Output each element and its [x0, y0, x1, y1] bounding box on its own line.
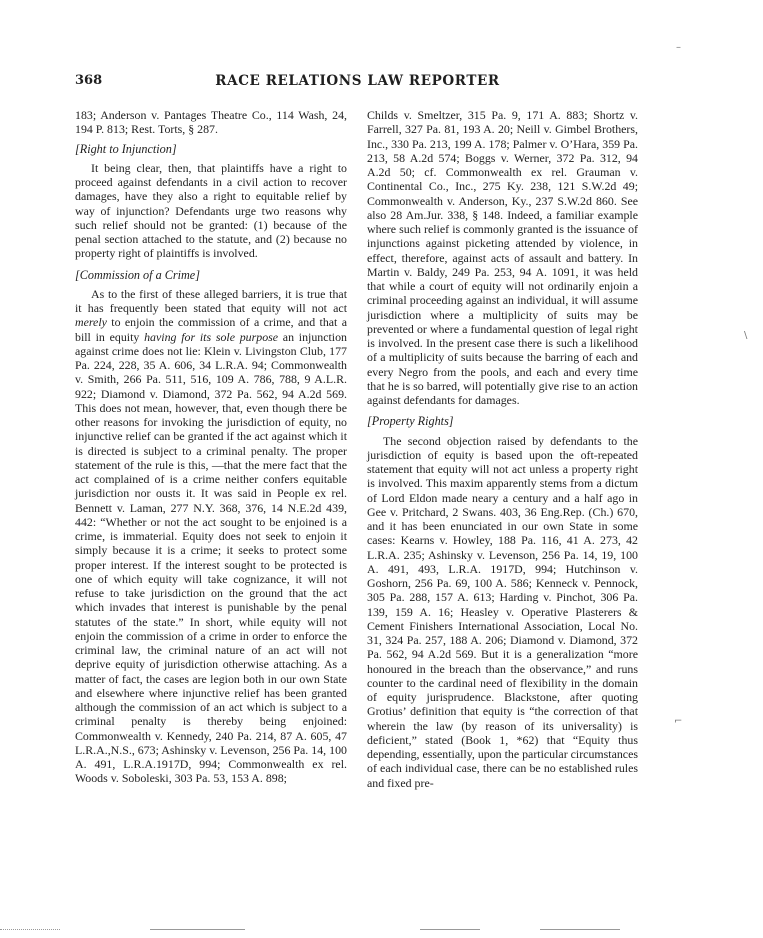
paragraph: Childs v. Smeltzer, 315 Pa. 9, 171 A. 883; Shortz v. Farrell, 327 Pa. 81, 193 A. 20; Neill v. Gimbel Brothers, Inc., 330 Pa. 213, 199 A. 178; Palmer v. O’Hara, 359 Pa. 213, 58 A.2d 574; Boggs v. Werner, 372 Pa. 312, 94 A.2d 50; cf. Commonwealth ex rel. Grauman v. Continental Co., Inc., 275 Ky. 238, 121 S.W.2d 49; Commonwealth v. Anderson, Ky., 237 S.W.2d 860. See also 28 Am.Jur. 338, § 148. Indeed, a familiar example where such relief is commonly granted is the issuance of injunctions against picketing attended by violence, in effect, therefore, against acts of assault and battery. In Martin v. Baldy, 249 Pa. 253, 94 A. 1091, it was held that while a court of equity will not ordinarily enjoin a criminal proceeding against an individual, it will assume jurisdiction where a multiplicity of suits may be prevented or where a fundamental question of legal right is involved. In the present case there is such a likelihood of a multiplicity of suits because the barring of each and every Negro from the pools, and each and every time that he is so barred, will potentially give rise to an action against defendants for damages. — [367, 108, 638, 407]
scan-artifact-mark: \ — [744, 330, 748, 341]
right-column — [367, 108, 638, 790]
paragraph: 183; Anderson v. Pantages Theatre Co., 114 Wash, 24, 194 P. 813; Rest. Torts, § 287. — [75, 108, 347, 137]
running-title: RACE RELATIONS LAW REPORTER — [215, 73, 500, 89]
footer-rule — [540, 929, 620, 930]
paragraph: It being clear, then, that plaintiffs have a right to proceed against defendants in a civil action to recover damages, have they also a right to equitable relief by way of injunction? Defendants urge two reasons why such relief should not be granted: (1) because of the penal section attached to the statute, and (2) because no property right of plaintiffs is involved. — [75, 160, 347, 261]
text-run: an injunction against crime does not lie: Klein v. Livingston Club, 177 Pa. 224, 228, 35 A. 606, 34 L.R.A. 94; Commonwealth v. Smith, 266 Pa. 511, 516, 109 A. 786, 788, 9 A.L.R. 922; Diamond v. Diamond, 372 Pa. 562, 94 A.2d 569. This does not mean, however, that, even though there be other reasons for invoking the jurisdiction of equity, no injunctive relief can be granted if the act against which it is directed is subject to a criminal penalty. The proper statement of the rule is this, —that the mere fact that the act complained of is a crime neither confers equitable jurisdiction nor ousts it. It was said in People ex rel. Bennett v. Laman, 277 N.Y. 368, 376, 14 N.E.2d 439, 442: “Whether or not the act sought to be enjoined is a crime, is immaterial. Equity does not seek to enjoin it simply because it is a crime; it seeks to protect some proper interest. If the interest sought to be protected is one of which equity will take cognizance, it will not refuse to take jurisdiction on the ground that the act which invades that interest is punishable by the penal statutes of the state.” In short, while equity will not enjoin the commission of a crime in order to enforce the criminal law, the criminal nature of an act will not deprive equity of jurisdiction otherwise attaching. As a matter of fact, the cases are legion both in our own State and elsewhere where injunctive relief has been granted although the commission of an act which is subject to a criminal penalty is thereby being enjoined: Commonwealth v. Kennedy, 240 Pa. 214, 87 A. 605, 47 L.R.A.,N.S., 673; Ashinsky v. Levenson, 256 Pa. 14, 100 A. 491, L.R.A.1917D, 994; Commonwealth ex rel. Woods v. Soboleski, 303 Pa. 53, 153 A. 898; — [75, 329, 347, 786]
section-heading-right-to-injunction: [Right to Injunction] — [75, 141, 177, 156]
footer-rule — [0, 929, 60, 930]
emphasis-text: merely — [75, 315, 107, 330]
scan-artifact-mark: – — [676, 42, 681, 53]
paragraph — [75, 287, 347, 786]
footer-rule — [420, 929, 480, 930]
left-column — [75, 108, 347, 786]
paragraph: The second objection raised by defendants to the jurisdiction of equity is based upon the oft-repeated statement that equity will not act unless a property right is involved. This maxim apparently stems from a dictum of Lord Eldon made neary a century and a half ago in Gee v. Pritchard, 2 Swans. 403, 36 Eng.Rep. (Ch.) 670, and it has been enunciated in our own State in some cases: Kearns v. Howley, 188 Pa. 116, 41 A. 273, 42 L.R.A. 235; Ashinsky v. Levenson, 256 Pa. 14, 19, 100 A. 491, 493, L.R.A. 1917D, 994; Hutchinson v. Goshorn, 256 Pa. 69, 100 A. 586; Kenneck v. Pennock, 305 Pa. 288, 157 A. 613; Harding v. Pinchot, 306 Pa. 139, 159 A. 16; Heasley v. Operative Plasterers & Cement Finishers International Association, Local No. 31, 324 Pa. 257, 188 A. 206; Diamond v. Diamond, 372 Pa. 562, 94 A.2d 569. But it is a generalization “more honoured in the breach than the observance,” and runs counter to the cardinal need of flexibility in the domain of equity jurisprudence. Blackstone, after quoting Grotius’ definition that equity is “the correction of that wherein the law (by reason of its universality) is deficient,” stated (Book 1, *62) that “Equity thus depending, essentially, upon the particular circumstances of each individual case, there can be no established rules and fixed pre- — [367, 433, 638, 790]
footer-rule — [150, 929, 245, 930]
section-heading-property-rights: [Property Rights] — [367, 414, 454, 429]
section-heading-commission-of-a-crime: [Commission of a Crime] — [75, 267, 200, 282]
scan-artifact-mark: ⌐ — [674, 716, 683, 727]
emphasis-text: having for its sole purpose — [144, 329, 279, 344]
running-header — [75, 73, 640, 93]
text-run: As to the first of these alleged barriers, it is true that it has frequently been stated that equity will not act — [75, 286, 347, 315]
page-number: 368 — [75, 73, 103, 88]
text-run: to enjoin the commission of a crime, and that a bill in equity — [75, 315, 347, 344]
